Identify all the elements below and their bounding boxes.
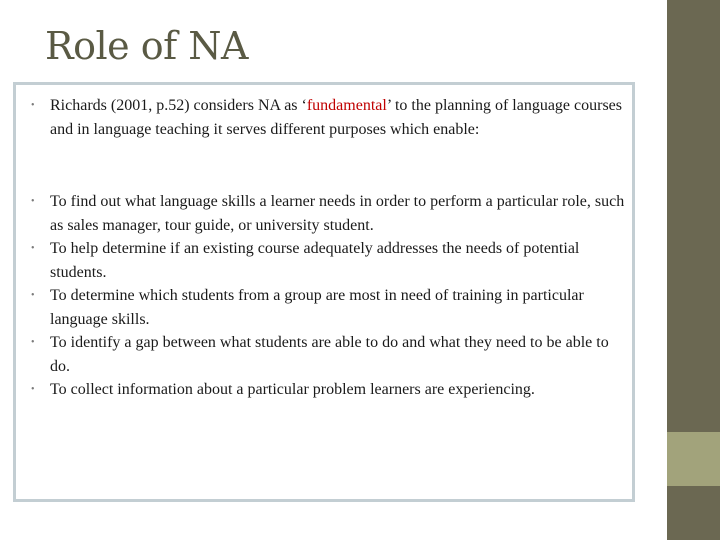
list-item: [16, 331, 632, 378]
list-item-text: To identify a gap between what students are able to do and what they need to be able to do.: [50, 334, 609, 375]
side-decor-accent: [667, 432, 720, 486]
bullet-icon: •: [31, 337, 35, 348]
list-item-text: To determine which students from a group are most in need of training in particular language skills.: [50, 287, 584, 328]
intro-text-start: Richards (2001, p.52) considers NA as ‘: [50, 97, 307, 114]
list-item-text: To find out what language skills a learner needs in order to perform a particular role, such as sales manager, tour guide, or university student.: [50, 193, 625, 234]
list-item: [16, 284, 632, 331]
bullet-icon: •: [31, 100, 35, 111]
slide-title: Role of NA: [45, 24, 248, 68]
intro-text-end: ’ to the planning of language courses and in language teaching it serves different purposes which enable:: [50, 97, 622, 138]
bullet-icon: •: [31, 196, 35, 207]
list-item: [16, 190, 632, 237]
highlighted-term: fundamental: [306, 97, 387, 114]
purpose-list: [16, 190, 632, 402]
intro-list: [16, 94, 632, 141]
bullet-icon: •: [31, 290, 35, 301]
bullet-icon: •: [31, 384, 35, 395]
list-item-text: To help determine if an existing course adequately addresses the needs of potential students.: [50, 240, 580, 281]
bullet-icon: •: [31, 243, 35, 254]
content-box: [13, 82, 635, 502]
intro-bullet: [16, 94, 632, 141]
list-item: [16, 378, 632, 402]
list-item: [16, 237, 632, 284]
list-item-text: To collect information about a particular problem learners are experiencing.: [50, 381, 535, 398]
